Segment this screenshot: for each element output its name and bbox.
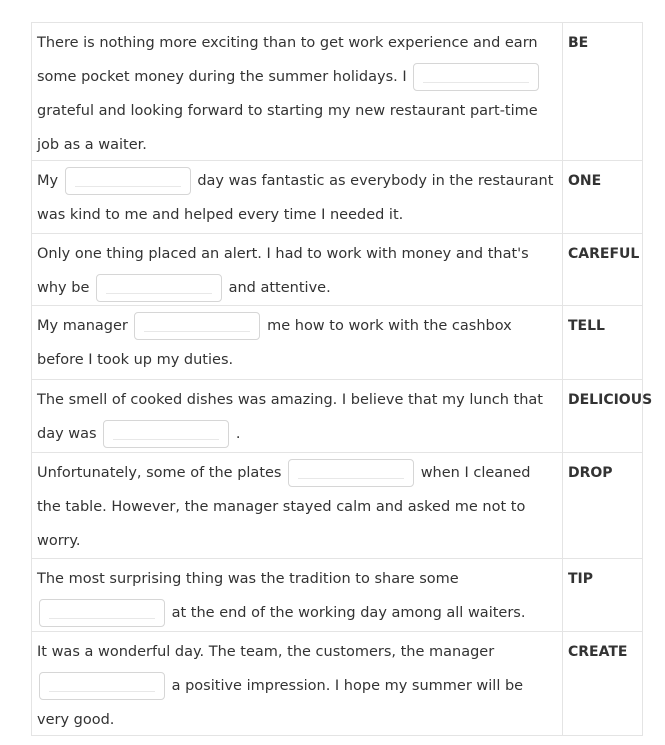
table-row bbox=[32, 161, 643, 234]
sentence-before: My bbox=[37, 173, 59, 189]
word-cell: DELICIOUS bbox=[563, 380, 643, 452]
word-cell: DROP bbox=[563, 453, 643, 558]
sentence-after: at the end of the working day among all waiters. bbox=[171, 605, 526, 621]
answer-gap-3[interactable] bbox=[96, 274, 222, 302]
sentence-before: The smell of cooked dishes was amazing. I believe that my lunch that day was bbox=[37, 392, 543, 442]
word-cell: TELL bbox=[563, 306, 643, 379]
sentence-before: Unfortunately, some of the plates bbox=[37, 465, 282, 481]
sentence-before: Only one thing placed an alert. I had to work with money and that's why be bbox=[37, 246, 529, 296]
sentence-cell bbox=[32, 453, 563, 558]
sentence-cell bbox=[32, 161, 563, 233]
sentence-cell bbox=[32, 306, 563, 379]
word-cell: CAREFUL bbox=[563, 234, 643, 305]
sentence-after: grateful and looking forward to starting my new restaurant part-time job as a waiter. bbox=[37, 103, 538, 153]
answer-gap-8[interactable] bbox=[39, 672, 165, 700]
sentence-after: day was fantastic as everybody in the restaurant was kind to me and helped every time I needed it. bbox=[37, 173, 554, 223]
answer-gap-7[interactable] bbox=[39, 599, 165, 627]
table-row bbox=[32, 632, 643, 736]
word-cell: BE bbox=[563, 23, 643, 160]
sentence-after: and attentive. bbox=[228, 280, 331, 296]
sentence-after: a positive impression. I hope my summer will be very good. bbox=[37, 678, 524, 728]
exercise-table bbox=[31, 22, 653, 736]
sentence-cell bbox=[32, 234, 563, 305]
word-cell: TIP bbox=[563, 559, 643, 631]
sentence-after: . bbox=[235, 426, 241, 442]
sentence-cell bbox=[32, 23, 563, 160]
sentence-before: My manager bbox=[37, 318, 128, 334]
table-row bbox=[32, 559, 643, 632]
table-row bbox=[32, 306, 643, 380]
table-row bbox=[32, 23, 643, 161]
word-cell: CREATE bbox=[563, 632, 643, 735]
table-row bbox=[32, 380, 653, 453]
answer-gap-1[interactable] bbox=[413, 63, 539, 91]
sentence-before: It was a wonderful day. The team, the customers, the manager bbox=[37, 644, 495, 660]
answer-gap-6[interactable] bbox=[288, 459, 414, 487]
answer-gap-5[interactable] bbox=[103, 420, 229, 448]
sentence-after: when I cleaned the table. However, the manager stayed calm and asked me not to worry. bbox=[37, 465, 531, 549]
table-row bbox=[32, 234, 643, 306]
sentence-after: me how to work with the cashbox before I took up my duties. bbox=[37, 318, 512, 368]
sentence-cell bbox=[32, 559, 563, 631]
sentence-before: There is nothing more exciting than to get work experience and earn some pocket money during the summer holidays. I bbox=[37, 35, 538, 85]
sentence-cell bbox=[32, 380, 563, 452]
answer-gap-2[interactable] bbox=[65, 167, 191, 195]
answer-gap-4[interactable] bbox=[134, 312, 260, 340]
sentence-before: The most surprising thing was the tradition to share some bbox=[37, 571, 459, 587]
sentence-cell bbox=[32, 632, 563, 735]
table-row bbox=[32, 453, 643, 559]
word-cell: ONE bbox=[563, 161, 643, 233]
